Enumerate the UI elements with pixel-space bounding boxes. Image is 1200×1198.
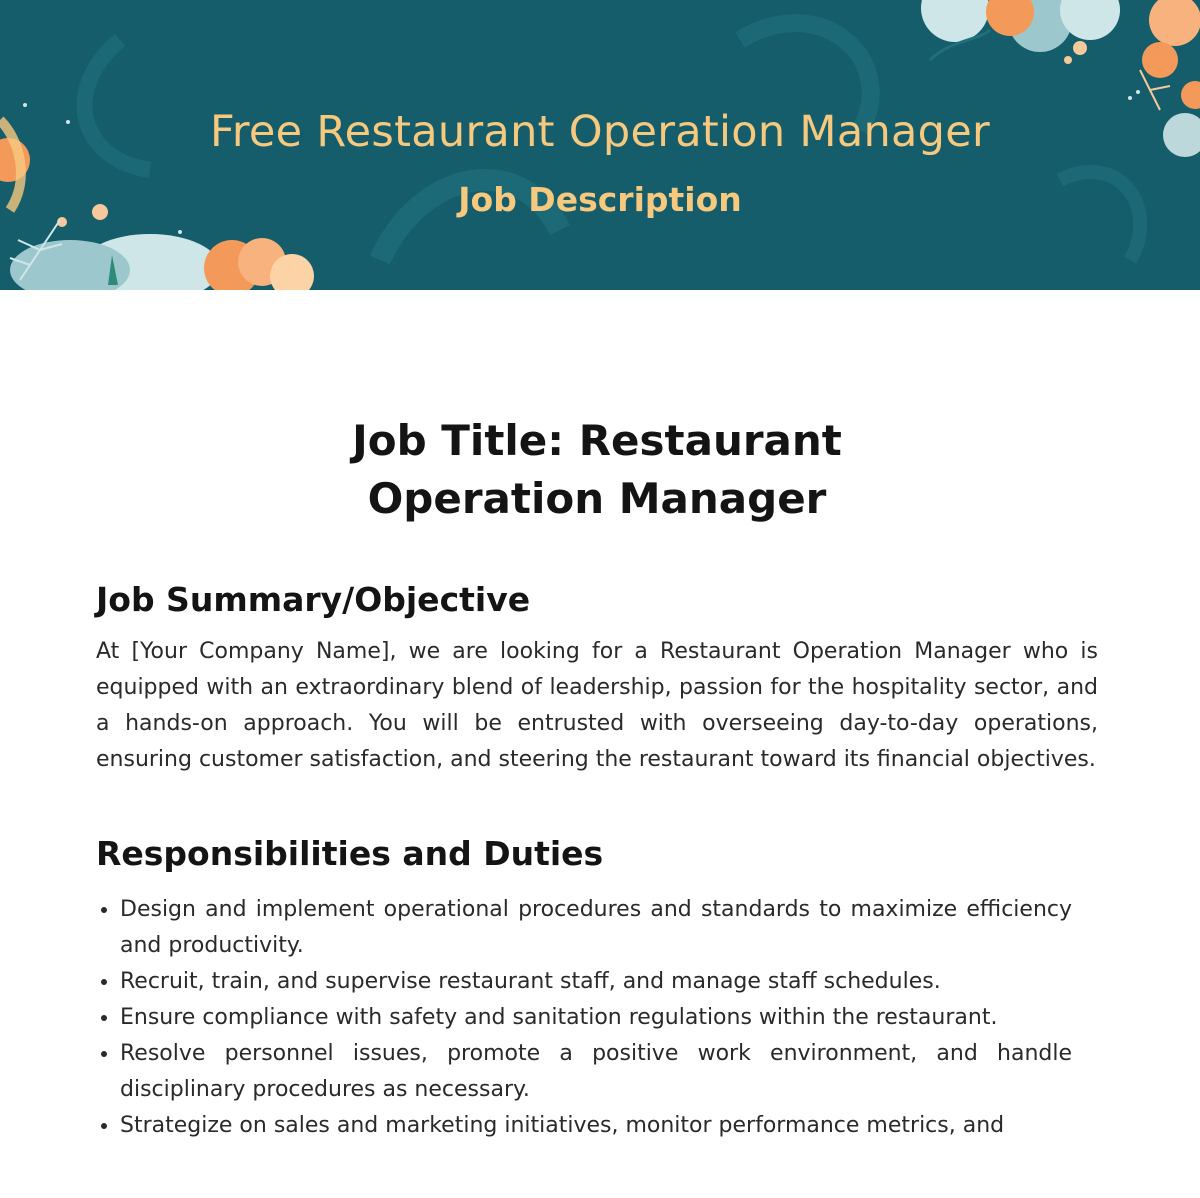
list-item-text: Recruit, train, and supervise restaurant staff, and manage staff schedules. [120,969,941,994]
list-item [96,1036,1072,1108]
list-item-text: Design and implement operational procedures and standards to maximize efficiency and productivity. [120,897,1072,958]
bullet-icon [101,1123,107,1129]
bullet-icon [101,907,107,913]
list-item [96,1000,1072,1036]
document-body [96,412,1098,1144]
list-item-text: Resolve personnel issues, promote a positive work environment, and handle disciplinary procedures as necessary. [120,1041,1072,1102]
summary-heading: Job Summary/Objective [96,580,531,619]
bullet-icon [101,979,107,985]
bullet-icon [101,1015,107,1021]
list-item [96,964,1072,1000]
list-item-text: Strategize on sales and marketing initiatives, monitor performance metrics, and [120,1113,1005,1138]
list-item [96,892,1072,964]
list-item-text: Ensure compliance with safety and sanitation regulations within the restaurant. [120,1005,998,1030]
list-item [96,1108,1072,1144]
banner-title: Free Restaurant Operation Manager [209,107,991,157]
responsibilities-list [96,892,1072,1144]
responsibilities-heading: Responsibilities and Duties [96,834,604,873]
bullet-icon [101,1051,107,1057]
job-title: Job Title: Restaurant Operation Manager [352,416,842,523]
summary-text: At [Your Company Name], we are looking for a Restaurant Operation Manager who is equipped with an extraordinary blend of leadership, passion for the hospitality sector, and a hands-on approach. You will be entrusted with overseeing day-to-day operations, ensuring customer satisfaction, and steering the restaurant toward its financial objectives. [96,639,1098,772]
header-banner [0,0,1200,290]
banner-subtitle: Job Description [458,180,742,219]
